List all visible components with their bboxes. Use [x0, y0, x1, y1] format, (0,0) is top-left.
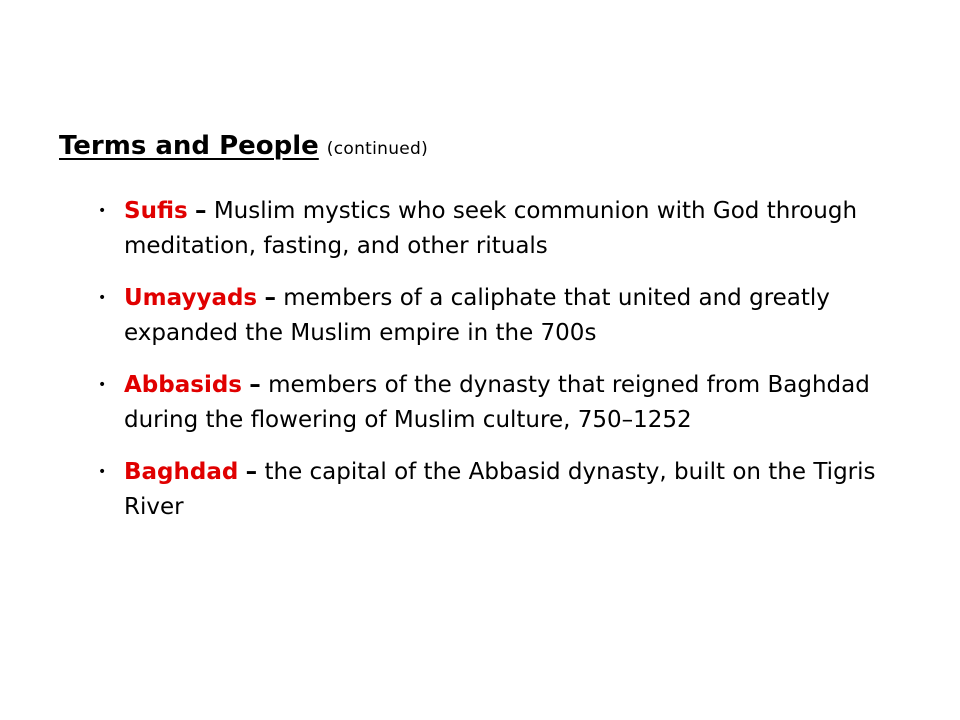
- term-dash: –: [264, 285, 276, 311]
- bullet-icon: •: [98, 290, 107, 306]
- terms-list: [98, 194, 928, 542]
- term-name: Abbasids: [124, 372, 242, 398]
- term-item-abbasids: [98, 368, 928, 438]
- bullet-icon: •: [98, 203, 107, 219]
- term-dash: –: [249, 372, 261, 398]
- term-dash: –: [195, 198, 207, 224]
- term-name: Baghdad: [124, 459, 239, 485]
- bullet-icon: •: [98, 377, 107, 393]
- term-definition: members of a caliphate that united and greatly expanded the Muslim empire in the 700s: [124, 285, 830, 346]
- page-title: [59, 131, 428, 161]
- bullet-icon: •: [98, 464, 107, 480]
- title-subtitle: (continued): [326, 139, 429, 159]
- title-main: Terms and People: [59, 131, 319, 161]
- term-item-sufis: [98, 194, 928, 264]
- term-definition: the capital of the Abbasid dynasty, built on the Tigris River: [124, 459, 876, 520]
- term-definition: members of the dynasty that reigned from Baghdad during the flowering of Muslim culture, 750–1252: [124, 372, 870, 433]
- term-name: Sufis: [124, 198, 188, 224]
- term-name: Umayyads: [124, 285, 258, 311]
- term-definition: Muslim mystics who seek communion with God through meditation, fasting, and other rituals: [124, 198, 858, 259]
- term-item-umayyads: [98, 281, 928, 351]
- term-dash: –: [245, 459, 258, 485]
- term-item-baghdad: [98, 455, 928, 525]
